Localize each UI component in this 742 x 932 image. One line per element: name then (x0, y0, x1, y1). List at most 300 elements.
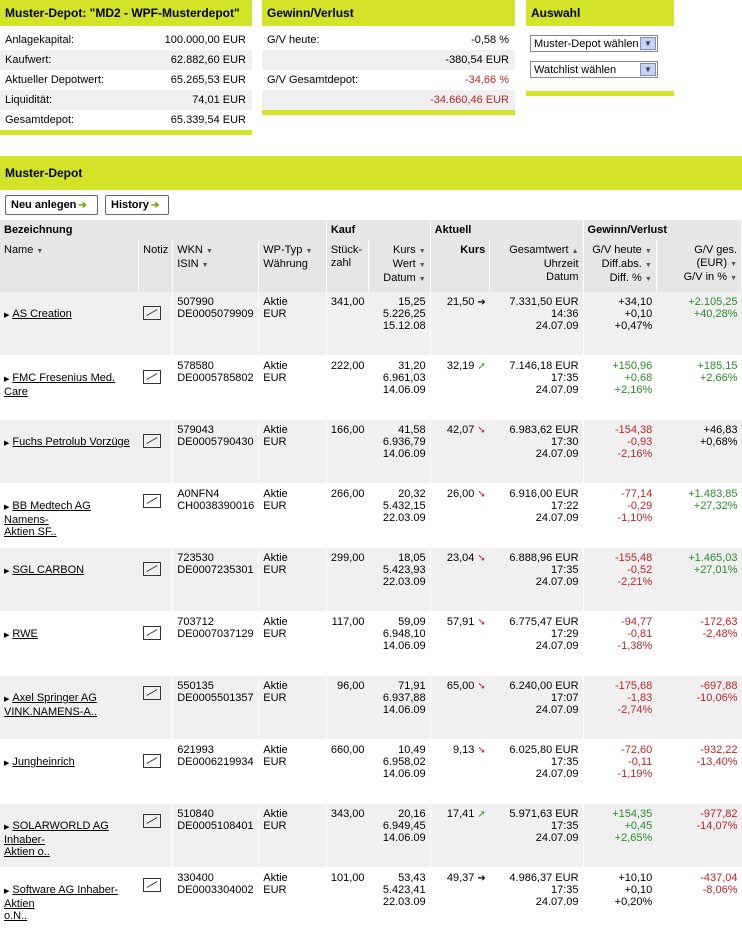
wkn-isin-cell (173, 676, 259, 740)
triangle-right-icon: ▶ (4, 568, 10, 575)
triangle-right-icon: ▶ (4, 440, 10, 447)
depot-summary-title: Muster-Depot: "MD2 - WPF-Musterdepot" (0, 0, 252, 26)
cell-stk: 299,00 (330, 552, 365, 564)
stock-link[interactable] (12, 308, 71, 320)
cell-kw: 6.937,88 (382, 692, 426, 704)
cell-h1: -94,77 (621, 616, 653, 628)
cell-typ: Aktie (263, 424, 288, 436)
gv-heute-cell (583, 868, 656, 932)
cell-h2: -0,81 (627, 628, 653, 640)
wptyp-cell (259, 676, 327, 740)
stock-name-line: Aktien SF.. (4, 526, 57, 538)
wptyp-cell (259, 548, 327, 612)
cell-uz: 17:29 (551, 628, 579, 640)
sort-icon: ▼ (418, 248, 426, 255)
stock-link[interactable] (4, 500, 91, 538)
stock-name-cell (0, 356, 139, 420)
history-button[interactable]: History ➔ (105, 195, 169, 215)
stock-link[interactable] (4, 692, 97, 718)
kauf-cell (369, 804, 431, 868)
col-wptyp[interactable]: WP-Typ ▼ Währung (259, 240, 327, 292)
note-cell (139, 676, 173, 740)
gesamtwert-cell (490, 868, 583, 932)
cell-ad: 24.07.09 (535, 512, 579, 524)
cell-g2: -10,06% (696, 692, 738, 704)
group-kauf: Kauf (326, 220, 430, 240)
cell-wkn: 578580 (177, 360, 214, 372)
cell-cur: EUR (263, 884, 287, 896)
arrow-down-icon: ➘ (477, 489, 486, 500)
gv-heute-cell (583, 420, 656, 484)
edit-note-icon[interactable] (143, 686, 161, 700)
sort-icon: ▼ (305, 248, 313, 255)
col-gv-ges[interactable]: G/V ges. (EUR) ▼ G/V in % ▼ (656, 240, 741, 292)
cell-g1: -172,63 (700, 616, 738, 628)
current-price-cell (430, 484, 490, 548)
stock-link[interactable] (4, 884, 118, 922)
auswahl-box (526, 0, 674, 96)
arrow-down-icon: ➘ (477, 681, 486, 692)
cell-kd: 15.12.08 (382, 320, 426, 332)
cell-kk: 41,58 (398, 424, 426, 436)
cell-kd: 22.03.09 (382, 896, 426, 908)
cell-g1: -437,04 (700, 872, 738, 884)
stock-link[interactable] (12, 436, 129, 448)
table-row (0, 292, 742, 356)
gv-heute-cell (583, 740, 656, 804)
cell-h1: -72,60 (621, 744, 653, 756)
box-border (526, 91, 674, 96)
cell-cur: EUR (263, 564, 287, 576)
cell-g2: +40,28% (693, 308, 738, 320)
table-row (0, 804, 742, 868)
stueckzahl-cell (326, 292, 368, 356)
cell-kd: 14.06.09 (382, 640, 426, 652)
gv-summary-title: Gewinn/Verlust (262, 0, 515, 26)
stueckzahl-cell (326, 484, 368, 548)
cell-g1: +2.105,25 (688, 296, 738, 308)
cell-h3: +0,47% (614, 320, 653, 332)
cell-isin: DE0005790430 (177, 436, 254, 448)
cell-typ: Aktie (263, 296, 288, 308)
col-kauf[interactable]: Kurs ▼ Wert ▼ Datum ▼ (369, 240, 431, 292)
wptyp-cell (259, 356, 327, 420)
current-price: 57,91 (446, 616, 475, 628)
stock-name-cell (0, 612, 139, 676)
stock-name-line: Axel Springer AG (12, 692, 97, 704)
cell-g2: +0,68% (699, 436, 738, 448)
gesamtwert-cell (490, 292, 583, 356)
gesamtwert-cell (490, 740, 583, 804)
kauf-cell (369, 548, 431, 612)
gesamtwert-cell (490, 804, 583, 868)
group-bezeichnung: Bezeichnung (0, 220, 326, 240)
stock-link[interactable] (12, 756, 74, 768)
cell-wkn: 550135 (177, 680, 214, 692)
wptyp-cell (259, 484, 327, 548)
cell-g2: +27,32% (693, 500, 738, 512)
cell-typ: Aktie (263, 616, 288, 628)
gv-ges-cell (656, 804, 741, 868)
cell-uz: 17:30 (551, 436, 579, 448)
gv-ges-cell (656, 676, 741, 740)
stock-name-line: Aktien o.. (4, 846, 50, 858)
edit-note-icon[interactable] (143, 562, 161, 576)
stock-name-line: Jungheinrich (12, 756, 75, 768)
cell-h3: -1,19% (617, 768, 653, 780)
cell-kw: 5.423,93 (382, 564, 426, 576)
cell-h2: +0,10 (624, 884, 653, 896)
cell-isin: DE0005785802 (177, 372, 254, 384)
table-row (0, 676, 742, 740)
chevron-down-icon: ▼ (640, 37, 656, 50)
arrow-up-icon: ➚ (477, 361, 486, 372)
sort-icon: ▼ (644, 262, 652, 269)
note-cell (139, 548, 173, 612)
cell-h1: -77,14 (621, 488, 653, 500)
gv-ges-cell (656, 356, 741, 420)
cell-kd: 14.06.09 (382, 384, 426, 396)
current-price: 23,04 (446, 552, 475, 564)
col-gesamtwert[interactable]: Gesamtwert ▲ Uhrzeit Datum (490, 240, 583, 292)
arrow-right-icon: ➔ (78, 200, 87, 211)
table-group-header (0, 220, 742, 240)
stock-name-line: Fuchs Petrolub Vorzüge (12, 436, 130, 448)
cell-g1: +1.465,03 (688, 552, 738, 564)
cell-stk: 660,00 (330, 744, 365, 756)
sort-icon: ▼ (201, 262, 209, 269)
sort-icon: ▼ (730, 275, 737, 282)
sort-icon: ▼ (36, 248, 44, 255)
arrow-up-icon: ➚ (477, 809, 486, 820)
note-cell (139, 420, 173, 484)
summary-row: Gesamtdepot: 65.339,54 EUR (5, 114, 246, 126)
cell-typ: Aktie (263, 488, 288, 500)
stock-name-line: FMC Fresenius Med. Care (4, 372, 116, 398)
cell-g1: -697,88 (700, 680, 738, 692)
gv-heute-cell (583, 356, 656, 420)
cell-g2: +2,66% (699, 372, 738, 384)
triangle-right-icon: ▶ (4, 888, 10, 895)
cell-stk: 96,00 (336, 680, 365, 692)
current-price-cell (430, 420, 490, 484)
cell-kw: 5.432,15 (382, 500, 426, 512)
cell-uz: 17:22 (551, 500, 579, 512)
cell-kk: 15,25 (398, 296, 426, 308)
cell-isin: DE0005108401 (177, 820, 254, 832)
cell-gw: 6.916,00 EUR (509, 488, 579, 500)
edit-note-icon[interactable] (143, 370, 161, 384)
stock-link[interactable] (12, 564, 84, 576)
sort-icon: ▼ (418, 262, 426, 269)
stock-name-cell (0, 484, 139, 548)
cell-kk: 59,09 (398, 616, 426, 628)
cell-typ: Aktie (263, 360, 288, 372)
gv-heute-cell (583, 676, 656, 740)
stueckzahl-cell (326, 676, 368, 740)
cell-wkn: 703712 (177, 616, 214, 628)
cell-stk: 166,00 (330, 424, 365, 436)
col-stueckzahl: Stück- zahl (326, 240, 368, 292)
col-notiz: Notiz (139, 240, 173, 292)
gv-heute-cell (583, 804, 656, 868)
stock-name-line: BB Medtech AG Namens- (4, 500, 91, 526)
auswahl-title: Auswahl (526, 0, 674, 26)
cell-cur: EUR (263, 500, 287, 512)
stueckzahl-cell (326, 548, 368, 612)
cell-uz: 17:35 (551, 756, 579, 768)
cell-ad: 24.07.09 (535, 448, 579, 460)
cell-ad: 24.07.09 (535, 704, 579, 716)
stueckzahl-cell (326, 740, 368, 804)
wptyp-cell (259, 420, 327, 484)
arrow-right-icon: ➔ (477, 873, 486, 884)
edit-note-icon[interactable] (143, 626, 161, 640)
cell-typ: Aktie (263, 872, 288, 884)
cell-h2: +0,10 (624, 308, 653, 320)
cell-g2: -8,06% (702, 884, 738, 896)
gv-row: -380,54 EUR (262, 50, 515, 70)
cell-kk: 20,16 (398, 808, 426, 820)
arrow-right-icon: ➔ (477, 297, 486, 308)
stock-name-line: SOLARWORLD AG Inhaber- (4, 820, 109, 846)
gesamtwert-cell (490, 356, 583, 420)
sort-icon: ▼ (418, 276, 426, 283)
gv-heute-cell (583, 292, 656, 356)
cell-h3: -1,38% (617, 640, 653, 652)
cell-h2: +0,45 (624, 820, 653, 832)
triangle-right-icon: ▶ (4, 376, 10, 383)
cell-gw: 6.983,62 EUR (509, 424, 579, 436)
cell-kw: 6.936,79 (382, 436, 426, 448)
cell-kk: 20,32 (398, 488, 426, 500)
cell-kw: 5.226,25 (382, 308, 426, 320)
summary-row: Liquidität: 74,01 EUR (0, 90, 252, 110)
cell-stk: 343,00 (330, 808, 365, 820)
cell-kk: 53,43 (398, 872, 426, 884)
sort-asc-icon: ▲ (571, 248, 579, 255)
kauf-cell (369, 868, 431, 932)
wkn-isin-cell (173, 292, 259, 356)
cell-cur: EUR (263, 820, 287, 832)
gesamtwert-cell (490, 676, 583, 740)
cell-h2: -0,11 (628, 756, 653, 768)
group-gv: Gewinn/Verlust (583, 220, 741, 240)
cell-isin: DE0007235301 (177, 564, 254, 576)
cell-isin: DE0005501357 (177, 692, 254, 704)
gv-ges-cell (656, 420, 741, 484)
current-price: 17,41 (446, 808, 475, 820)
col-name[interactable]: Name ▼ (0, 240, 139, 292)
sort-icon: ▼ (730, 261, 737, 268)
kauf-cell (369, 484, 431, 548)
cell-uz: 17:35 (551, 564, 579, 576)
cell-stk: 222,00 (330, 360, 365, 372)
current-price-cell (430, 356, 490, 420)
stock-link[interactable] (4, 372, 115, 398)
current-price: 9,13 (452, 744, 475, 756)
group-aktuell: Aktuell (430, 220, 583, 240)
stock-name-line: RWE (12, 628, 38, 640)
cell-h1: +34,10 (618, 296, 653, 308)
wkn-isin-cell (173, 356, 259, 420)
cell-h2: -0,93 (627, 436, 653, 448)
cell-uz: 17:35 (551, 884, 579, 896)
cell-cur: EUR (263, 436, 287, 448)
cell-h2: -1,83 (627, 692, 653, 704)
cell-h1: -154,38 (614, 424, 653, 436)
current-price: 32,19 (446, 360, 475, 372)
wptyp-cell (259, 740, 327, 804)
current-price-cell (430, 292, 490, 356)
cell-g2: -14,07% (696, 820, 738, 832)
cell-kk: 10,49 (398, 744, 426, 756)
wptyp-cell (259, 292, 327, 356)
summary-row: Aktueller Depotwert: 65.265,53 EUR (5, 74, 246, 86)
sort-icon: ▼ (644, 248, 652, 255)
note-cell (139, 292, 173, 356)
cell-g1: -977,82 (700, 808, 738, 820)
cell-kw: 6.961,03 (382, 372, 426, 384)
cell-isin: DE0007037129 (177, 628, 254, 640)
edit-note-icon[interactable] (143, 878, 161, 892)
edit-note-icon[interactable] (143, 306, 161, 320)
cell-wkn: 510840 (177, 808, 214, 820)
stock-name-line: VINK.NAMENS-A.. (4, 706, 97, 718)
stock-link[interactable] (12, 628, 37, 640)
gv-ges-cell (656, 612, 741, 676)
cell-kk: 18,05 (398, 552, 426, 564)
edit-note-icon[interactable] (143, 814, 161, 828)
cell-kd: 14.06.09 (382, 832, 426, 844)
stock-name-cell (0, 868, 139, 932)
current-price: 42,07 (446, 424, 475, 436)
gv-row: -34.660,46 EUR (262, 90, 515, 110)
cell-isin: DE0005079909 (177, 308, 254, 320)
cell-wkn: 621993 (177, 744, 214, 756)
cell-wkn: 723530 (177, 552, 214, 564)
cell-g1: +185,15 (697, 360, 738, 372)
stock-link[interactable] (4, 820, 109, 858)
cell-kk: 71,91 (398, 680, 426, 692)
cell-ad: 24.07.09 (535, 896, 579, 908)
watchlist-select[interactable]: Watchlist wählen ▼ (530, 61, 658, 78)
gv-row: G/V heute: -0,58 % (267, 34, 509, 46)
col-wkn-isin[interactable]: WKN ▼ ISIN ▼ (173, 240, 259, 292)
current-price: 49,37 (446, 872, 475, 884)
table-row (0, 612, 742, 676)
edit-note-icon[interactable] (143, 754, 161, 768)
cell-cur: EUR (263, 308, 287, 320)
cell-kw: 6.949,45 (382, 820, 426, 832)
stock-name-line: AS Creation (12, 308, 72, 320)
cell-gw: 6.025,80 EUR (509, 744, 579, 756)
gv-summary-box (262, 0, 515, 115)
cell-kw: 6.958,02 (382, 756, 426, 768)
cell-h1: +10,10 (618, 872, 653, 884)
triangle-right-icon: ▶ (4, 504, 10, 511)
gv-summary-list (262, 26, 515, 110)
stock-name-line: Software AG Inhaber-Aktien (4, 884, 119, 910)
kauf-cell (369, 740, 431, 804)
section-title: Muster-Depot (0, 156, 742, 190)
table-row (0, 868, 742, 932)
cell-gw: 6.888,96 EUR (509, 552, 579, 564)
arrow-down-icon: ➘ (477, 425, 486, 436)
cell-uz: 14:36 (551, 308, 579, 320)
box-border (262, 110, 515, 115)
cell-cur: EUR (263, 372, 287, 384)
cell-isin: DE0003304002 (177, 884, 254, 896)
edit-note-icon[interactable] (143, 434, 161, 448)
cell-kw: 5.423,41 (382, 884, 426, 896)
cell-h2: -0,52 (627, 564, 653, 576)
cell-ad: 24.07.09 (535, 320, 579, 332)
depot-select[interactable]: Muster-Depot wählen ▼ (530, 35, 658, 52)
cell-ad: 24.07.09 (535, 640, 579, 652)
summary-row: Anlagekapital: 100.000,00 EUR (5, 34, 246, 46)
cell-stk: 117,00 (331, 616, 365, 628)
cell-h1: +154,35 (612, 808, 653, 820)
kauf-cell (369, 356, 431, 420)
box-border (0, 130, 252, 135)
current-price-cell (430, 868, 490, 932)
gesamtwert-cell (490, 484, 583, 548)
edit-note-icon[interactable] (143, 494, 161, 508)
triangle-right-icon: ▶ (4, 312, 10, 319)
table-row (0, 548, 742, 612)
current-price: 26,00 (446, 488, 475, 500)
table-body (0, 292, 742, 932)
gesamtwert-cell (490, 420, 583, 484)
cell-typ: Aktie (263, 680, 288, 692)
cell-h2: +0,68 (624, 372, 653, 384)
cell-kd: 22.03.09 (382, 576, 426, 588)
new-entry-button[interactable]: Neu anlegen ➔ (5, 195, 98, 215)
wkn-isin-cell (173, 612, 259, 676)
cell-isin: CH0038390016 (177, 500, 255, 512)
gv-ges-cell (656, 484, 741, 548)
arrow-right-icon: ➔ (150, 200, 160, 211)
col-gv-heute[interactable]: G/V heute ▼ Diff.abs. ▼ Diff. % ▼ (583, 240, 656, 292)
gv-row: G/V Gesamtdepot: -34,66 % (267, 74, 509, 86)
cell-kk: 31,20 (398, 360, 426, 372)
cell-gw: 7.331,50 EUR (509, 296, 579, 308)
cell-g2: -2,48% (702, 628, 738, 640)
wkn-isin-cell (173, 548, 259, 612)
table-column-header (0, 240, 742, 292)
triangle-right-icon: ▶ (4, 760, 10, 767)
cell-kd: 14.06.09 (382, 704, 426, 716)
wptyp-cell (259, 612, 327, 676)
cell-h3: -1,10% (617, 512, 653, 524)
current-price: 65,00 (446, 680, 475, 692)
cell-ad: 24.07.09 (535, 576, 579, 588)
stock-name-cell (0, 292, 139, 356)
note-cell (139, 740, 173, 804)
note-cell (139, 804, 173, 868)
cell-wkn: 579043 (177, 424, 214, 436)
wkn-isin-cell (173, 804, 259, 868)
wkn-isin-cell (173, 420, 259, 484)
cell-stk: 341,00 (330, 296, 365, 308)
cell-gw: 4.986,37 EUR (509, 872, 579, 884)
current-price-cell (430, 612, 490, 676)
cell-gw: 7.146,18 EUR (509, 360, 579, 372)
gv-ges-cell (656, 548, 741, 612)
table-row (0, 356, 742, 420)
gv-heute-cell (583, 612, 656, 676)
